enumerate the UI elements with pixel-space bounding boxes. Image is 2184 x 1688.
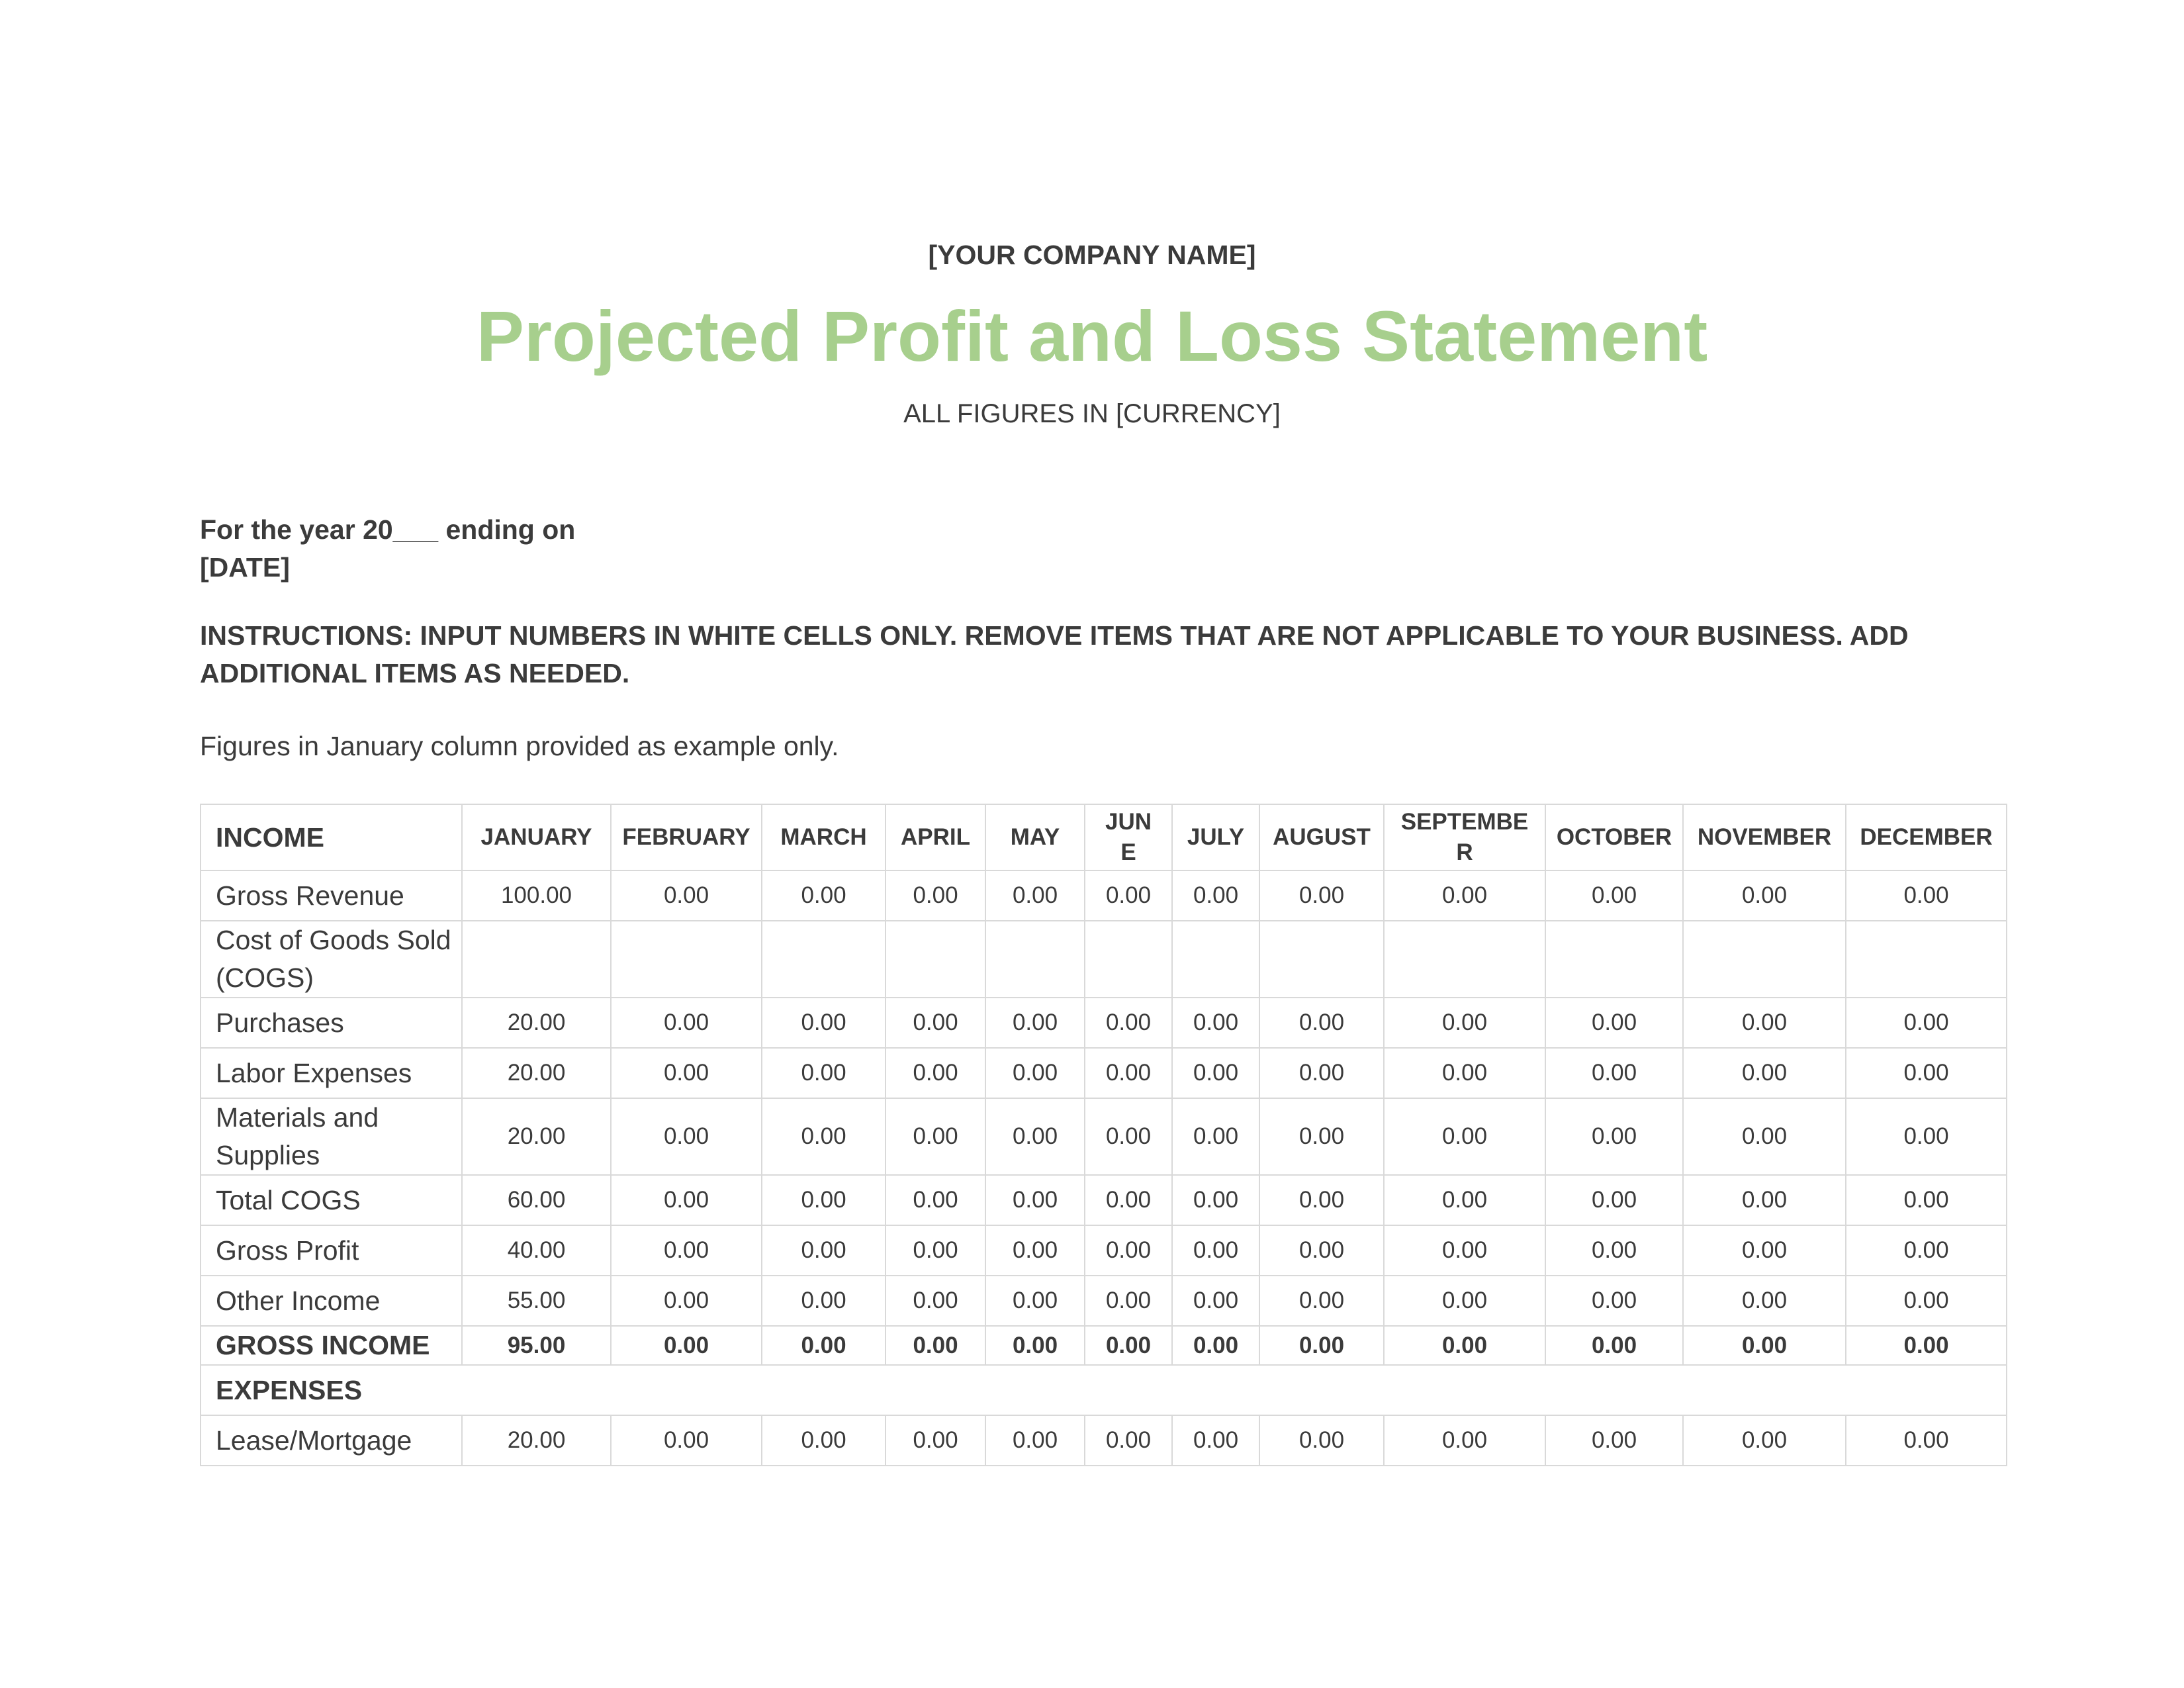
table-cell[interactable]: 0.00 <box>1172 1276 1259 1326</box>
table-cell[interactable] <box>1172 921 1259 998</box>
table-cell[interactable]: 95.00 <box>462 1326 611 1365</box>
table-cell[interactable]: 20.00 <box>462 998 611 1048</box>
table-cell[interactable]: 0.00 <box>1085 870 1172 921</box>
table-cell[interactable]: 0.00 <box>1384 1098 1545 1175</box>
table-cell[interactable]: 0.00 <box>1545 1415 1683 1466</box>
table-cell[interactable]: 0.00 <box>1172 1098 1259 1175</box>
table-cell[interactable]: 0.00 <box>886 1175 985 1225</box>
table-cell[interactable]: 0.00 <box>1259 1415 1384 1466</box>
row-label: EXPENSES <box>201 1365 2007 1415</box>
table-cell[interactable]: 0.00 <box>1384 1048 1545 1098</box>
table-cell[interactable]: 0.00 <box>886 870 985 921</box>
row-label: Materials and Supplies <box>201 1098 462 1175</box>
table-cell[interactable]: 100.00 <box>462 870 611 921</box>
table-cell[interactable]: 0.00 <box>886 1276 985 1326</box>
profit-loss-table <box>200 804 2007 1466</box>
month-header-october: OCTOBER <box>1545 804 1683 870</box>
row-label: Gross Revenue <box>201 870 462 921</box>
month-header-july: JULY <box>1172 804 1259 870</box>
table-row <box>201 1326 2007 1365</box>
table-cell[interactable]: 0.00 <box>985 870 1085 921</box>
table-cell[interactable]: 0.00 <box>886 1048 985 1098</box>
month-header-may: MAY <box>985 804 1085 870</box>
table-cell[interactable]: 0.00 <box>1259 1225 1384 1276</box>
table-cell[interactable]: 0.00 <box>1085 1175 1172 1225</box>
table-cell[interactable]: 0.00 <box>1683 870 1846 921</box>
table-cell[interactable]: 0.00 <box>1545 870 1683 921</box>
table-cell[interactable]: 0.00 <box>886 1415 985 1466</box>
month-header-january: JANUARY <box>462 804 611 870</box>
row-label: Other Income <box>201 1276 462 1326</box>
row-label: Gross Profit <box>201 1225 462 1276</box>
table-cell[interactable]: 0.00 <box>985 1276 1085 1326</box>
table-cell[interactable]: 0.00 <box>1683 1225 1846 1276</box>
table-cell[interactable]: 0.00 <box>1683 1415 1846 1466</box>
table-cell[interactable]: 0.00 <box>886 998 985 1048</box>
example-note: Figures in January column provided as example only. <box>200 731 839 761</box>
company-name: [YOUR COMPANY NAME] <box>928 240 1256 270</box>
table-row <box>201 998 2007 1048</box>
table-row <box>201 1048 2007 1098</box>
month-header-august: AUGUST <box>1259 804 1384 870</box>
table-cell[interactable]: 0.00 <box>762 1415 886 1466</box>
table-cell[interactable]: 60.00 <box>462 1175 611 1225</box>
table-cell[interactable] <box>1085 921 1172 998</box>
table-cell[interactable]: 0.00 <box>1384 870 1545 921</box>
table-cell[interactable]: 0.00 <box>1085 1276 1172 1326</box>
table-cell[interactable]: 0.00 <box>1846 1276 2007 1326</box>
table-cell[interactable]: 0.00 <box>1172 1326 1259 1365</box>
table-cell[interactable]: 0.00 <box>1846 1225 2007 1276</box>
table-cell[interactable]: 0.00 <box>611 1225 762 1276</box>
table-cell[interactable]: 0.00 <box>985 998 1085 1048</box>
income-header: INCOME <box>201 804 462 870</box>
table-cell[interactable]: 0.00 <box>762 1175 886 1225</box>
month-header-april: APRIL <box>886 804 985 870</box>
table-cell[interactable]: 0.00 <box>1545 1098 1683 1175</box>
table-cell[interactable] <box>1846 921 2007 998</box>
table-cell[interactable]: 0.00 <box>1172 1415 1259 1466</box>
table-cell[interactable]: 0.00 <box>1846 870 2007 921</box>
table-cell[interactable]: 0.00 <box>1384 1276 1545 1326</box>
table-cell[interactable]: 20.00 <box>462 1048 611 1098</box>
table-cell[interactable]: 0.00 <box>762 1048 886 1098</box>
table-cell[interactable]: 0.00 <box>611 1098 762 1175</box>
table-cell[interactable]: 0.00 <box>762 870 886 921</box>
table-cell[interactable]: 0.00 <box>1846 1175 2007 1225</box>
table-cell[interactable]: 0.00 <box>611 1048 762 1098</box>
month-header-september: SEPTEMBE R <box>1384 804 1545 870</box>
document-title: Projected Profit and Loss Statement <box>476 296 1708 376</box>
table-row <box>201 1276 2007 1326</box>
table-cell[interactable]: 0.00 <box>611 1415 762 1466</box>
table-row <box>201 921 2007 998</box>
table-cell[interactable]: 0.00 <box>1172 1048 1259 1098</box>
row-label: Labor Expenses <box>201 1048 462 1098</box>
table-cell[interactable]: 0.00 <box>1683 1175 1846 1225</box>
table-cell[interactable]: 0.00 <box>1259 1098 1384 1175</box>
table-cell[interactable]: 0.00 <box>1846 1048 2007 1098</box>
table-cell[interactable]: 55.00 <box>462 1276 611 1326</box>
table-cell[interactable]: 0.00 <box>1846 998 2007 1048</box>
table-cell[interactable]: 0.00 <box>1085 1048 1172 1098</box>
currency-note: ALL FIGURES IN [CURRENCY] <box>903 399 1281 428</box>
month-header-november: NOVEMBER <box>1683 804 1846 870</box>
table-cell[interactable] <box>1683 921 1846 998</box>
table-cell[interactable]: 0.00 <box>762 1098 886 1175</box>
table-cell[interactable]: 0.00 <box>985 1225 1085 1276</box>
table-header-row <box>201 804 2007 870</box>
table-row <box>201 870 2007 921</box>
table-cell[interactable]: 0.00 <box>1384 1326 1545 1365</box>
table-cell[interactable]: 0.00 <box>985 1175 1085 1225</box>
table-cell[interactable]: 0.00 <box>611 1175 762 1225</box>
table-cell[interactable]: 0.00 <box>886 1098 985 1175</box>
table-cell[interactable]: 0.00 <box>1545 1276 1683 1326</box>
table-cell[interactable]: 0.00 <box>1085 1098 1172 1175</box>
table-cell[interactable]: 0.00 <box>611 870 762 921</box>
fiscal-year-line: For the year 20___ ending on <box>200 514 576 545</box>
table-cell[interactable] <box>611 921 762 998</box>
table-cell[interactable]: 0.00 <box>1259 1326 1384 1365</box>
table-cell[interactable] <box>462 921 611 998</box>
row-label: Cost of Goods Sold (COGS) <box>201 921 462 998</box>
fiscal-year-block <box>200 511 575 586</box>
table-cell[interactable] <box>1545 921 1683 998</box>
row-label: Lease/Mortgage <box>201 1415 462 1466</box>
table-cell[interactable]: 0.00 <box>1846 1098 2007 1175</box>
table-cell[interactable]: 0.00 <box>1384 1225 1545 1276</box>
table-cell[interactable]: 0.00 <box>611 1326 762 1365</box>
table-cell[interactable]: 0.00 <box>1846 1415 2007 1466</box>
table-cell[interactable]: 0.00 <box>1683 1048 1846 1098</box>
table-cell[interactable]: 0.00 <box>762 998 886 1048</box>
table-cell[interactable]: 0.00 <box>886 1225 985 1276</box>
table-cell[interactable]: 0.00 <box>762 1225 886 1276</box>
table-cell[interactable]: 0.00 <box>1545 1048 1683 1098</box>
month-header-february: FEBRUARY <box>611 804 762 870</box>
row-label: Purchases <box>201 998 462 1048</box>
table-cell[interactable]: 0.00 <box>1172 870 1259 921</box>
table-cell[interactable]: 0.00 <box>1172 1225 1259 1276</box>
table-cell[interactable]: 0.00 <box>985 1098 1085 1175</box>
table-cell[interactable]: 0.00 <box>1846 1326 2007 1365</box>
table-cell[interactable] <box>1259 921 1384 998</box>
table-cell[interactable]: 0.00 <box>1259 1048 1384 1098</box>
table-cell[interactable]: 0.00 <box>1085 1326 1172 1365</box>
row-label: GROSS INCOME <box>201 1326 462 1365</box>
table-cell[interactable]: 0.00 <box>985 1415 1085 1466</box>
table-cell[interactable]: 0.00 <box>1259 870 1384 921</box>
table-cell[interactable]: 0.00 <box>1172 1175 1259 1225</box>
table-row <box>201 1365 2007 1415</box>
table-cell[interactable]: 0.00 <box>1545 1175 1683 1225</box>
table-cell[interactable]: 0.00 <box>611 998 762 1048</box>
table-cell[interactable]: 0.00 <box>985 1048 1085 1098</box>
table-cell[interactable]: 20.00 <box>462 1098 611 1175</box>
table-body <box>201 870 2007 1466</box>
table-cell[interactable]: 40.00 <box>462 1225 611 1276</box>
table-cell[interactable]: 0.00 <box>762 1276 886 1326</box>
table-row <box>201 1175 2007 1225</box>
table-cell[interactable] <box>985 921 1085 998</box>
table-cell[interactable] <box>1384 921 1545 998</box>
table-cell[interactable]: 0.00 <box>1384 1175 1545 1225</box>
row-label: Total COGS <box>201 1175 462 1225</box>
table-cell[interactable]: 0.00 <box>1259 998 1384 1048</box>
table-cell[interactable]: 0.00 <box>1085 1225 1172 1276</box>
table-cell[interactable]: 0.00 <box>1683 998 1846 1048</box>
table-cell[interactable]: 0.00 <box>1384 1415 1545 1466</box>
table-cell[interactable] <box>886 921 985 998</box>
table-cell[interactable]: 0.00 <box>1545 998 1683 1048</box>
table-cell[interactable]: 0.00 <box>611 1276 762 1326</box>
month-header-december: DECEMBER <box>1846 804 2007 870</box>
table-row <box>201 1098 2007 1175</box>
table-cell[interactable]: 20.00 <box>462 1415 611 1466</box>
table-cell[interactable]: 0.00 <box>1085 1415 1172 1466</box>
table-row <box>201 1225 2007 1276</box>
table-cell[interactable]: 0.00 <box>1085 998 1172 1048</box>
table-cell[interactable]: 0.00 <box>1683 1098 1846 1175</box>
table-cell[interactable]: 0.00 <box>985 1326 1085 1365</box>
table-cell[interactable]: 0.00 <box>886 1326 985 1365</box>
table-cell[interactable]: 0.00 <box>1259 1175 1384 1225</box>
table-cell[interactable]: 0.00 <box>1259 1276 1384 1326</box>
table-cell[interactable]: 0.00 <box>1545 1326 1683 1365</box>
month-header-march: MARCH <box>762 804 886 870</box>
fiscal-year-date: [DATE] <box>200 552 290 583</box>
table-cell[interactable]: 0.00 <box>1172 998 1259 1048</box>
table-cell[interactable]: 0.00 <box>1683 1326 1846 1365</box>
table-cell[interactable]: 0.00 <box>1545 1225 1683 1276</box>
month-header-june: JUN E <box>1085 804 1172 870</box>
table-cell[interactable]: 0.00 <box>1683 1276 1846 1326</box>
table-row <box>201 1415 2007 1466</box>
instructions-text: INSTRUCTIONS: INPUT NUMBERS IN WHITE CELLS ONLY. REMOVE ITEMS THAT ARE NOT APPLICABLE TO YOUR BUSINESS. ADD ADDITIONAL ITEMS AS NEEDED. <box>200 620 1909 688</box>
table-cell[interactable] <box>762 921 886 998</box>
table-cell[interactable]: 0.00 <box>762 1326 886 1365</box>
table-cell[interactable]: 0.00 <box>1384 998 1545 1048</box>
